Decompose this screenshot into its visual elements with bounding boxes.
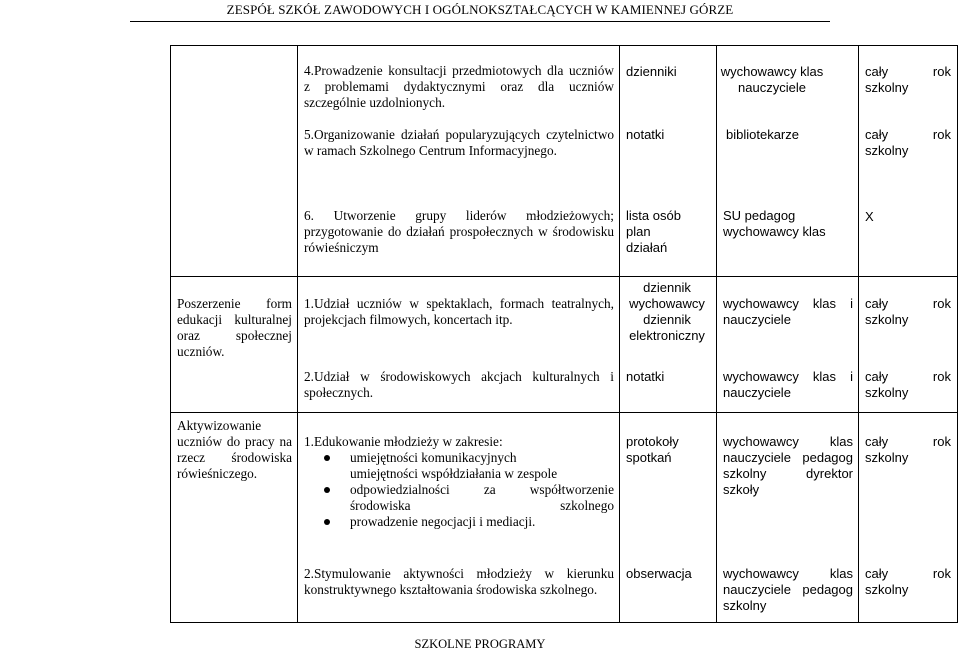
row-divider <box>170 276 958 277</box>
responsible-cell: wychowawcy klas nauczyciele <box>720 64 824 95</box>
header-rule <box>130 21 830 22</box>
area-cell: Poszerzenie form edukacji kulturalnej oraz społecznej uczniów. <box>177 296 292 359</box>
page-footer: SZKOLNE PROGRAMY <box>414 637 546 651</box>
docs-cell: obserwacja <box>626 566 692 581</box>
term-cell: cały rok szkolny <box>865 296 951 327</box>
term-cell: cały rok szkolny <box>865 566 951 597</box>
responsible-cell: wychowawcy klas i nauczyciele <box>723 369 853 400</box>
task-cell: 2.Stymulowanie aktywności młodzieży w kierunku konstruktywnego kształtowania środowiska szkolnego. <box>304 566 614 597</box>
docs-cell: lista osób plan działań <box>626 208 681 255</box>
responsible-cell: SU pedagog wychowawcy klas <box>723 208 826 239</box>
page-header: ZESPÓŁ SZKÓŁ ZAWODOWYCH I OGÓLNOKSZTAŁCĄCYCH W KAMIENNEJ GÓRZE <box>226 2 734 17</box>
list-item: prowadzenie negocjacji i mediacji. <box>304 514 614 530</box>
bullet-list <box>304 450 614 530</box>
col-divider <box>297 45 298 622</box>
col-divider <box>716 45 717 622</box>
table-top-border <box>170 45 958 46</box>
task-cell: 1.Udział uczniów w spektaklach, formach teatralnych, projekcjach filmowych, koncertach itp. <box>304 296 614 327</box>
responsible-cell: wychowawcy klas nauczyciele pedagog szkolny <box>723 566 853 613</box>
task-cell: 6. Utworzenie grupy liderów młodzieżowych; przygotowanie do działań prospołecznych w środowisku rówieśniczym <box>304 208 614 255</box>
list-item: umiejętności komunikacyjnych <box>304 450 614 466</box>
docs-cell: dzienniki <box>626 64 677 79</box>
docs-cell: dziennik wychowawcy dziennik elektroniczny <box>629 280 705 343</box>
task-cell: 4.Prowadzenie konsultacji przedmiotowych dla uczniów z problemami dydaktycznymi oraz dla uczniów szczególnie uzdolnionych. <box>304 63 614 110</box>
list-item: odpowiedzialności za współtworzenie środowiska szkolnego <box>304 482 614 514</box>
task-cell <box>304 434 614 530</box>
docs-cell: notatki <box>626 127 665 142</box>
task-intro: 1.Edukowanie młodzieży w zakresie: <box>304 434 503 449</box>
col-divider <box>957 45 958 622</box>
task-cell: 5.Organizowanie działań popularyzujących czytelnictwo w ramach Szkolnego Centrum Informacyjnego. <box>304 127 614 158</box>
col-divider <box>170 45 171 622</box>
docs-cell: notatki <box>626 369 665 384</box>
bullet-icon <box>324 519 330 525</box>
row-divider <box>170 412 958 413</box>
responsible-cell: bibliotekarze <box>726 127 799 142</box>
responsible-cell: wychowawcy klas i nauczyciele <box>723 296 853 327</box>
bullet-icon <box>324 455 330 461</box>
term-cell: X <box>865 209 874 224</box>
term-cell: cały rok szkolny <box>865 64 951 95</box>
term-cell: cały rok szkolny <box>865 369 951 400</box>
area-cell: Aktywizowanie uczniów do pracy na rzecz środowiska rówieśniczego. <box>177 418 292 481</box>
col-divider <box>858 45 859 622</box>
task-cell: 2.Udział w środowiskowych akcjach kulturalnych i społecznych. <box>304 369 614 400</box>
term-cell: cały rok szkolny <box>865 434 951 465</box>
list-item: umiejętności współdziałania w zespole <box>350 466 558 481</box>
col-divider <box>619 45 620 622</box>
term-cell: cały rok szkolny <box>865 127 951 158</box>
docs-cell: protokoły spotkań <box>626 434 679 465</box>
table-bottom-border <box>170 622 958 623</box>
responsible-cell: wychowawcy klas nauczyciele pedagog szkolny dyrektor szkoły <box>723 434 853 497</box>
bullet-icon <box>324 487 330 493</box>
